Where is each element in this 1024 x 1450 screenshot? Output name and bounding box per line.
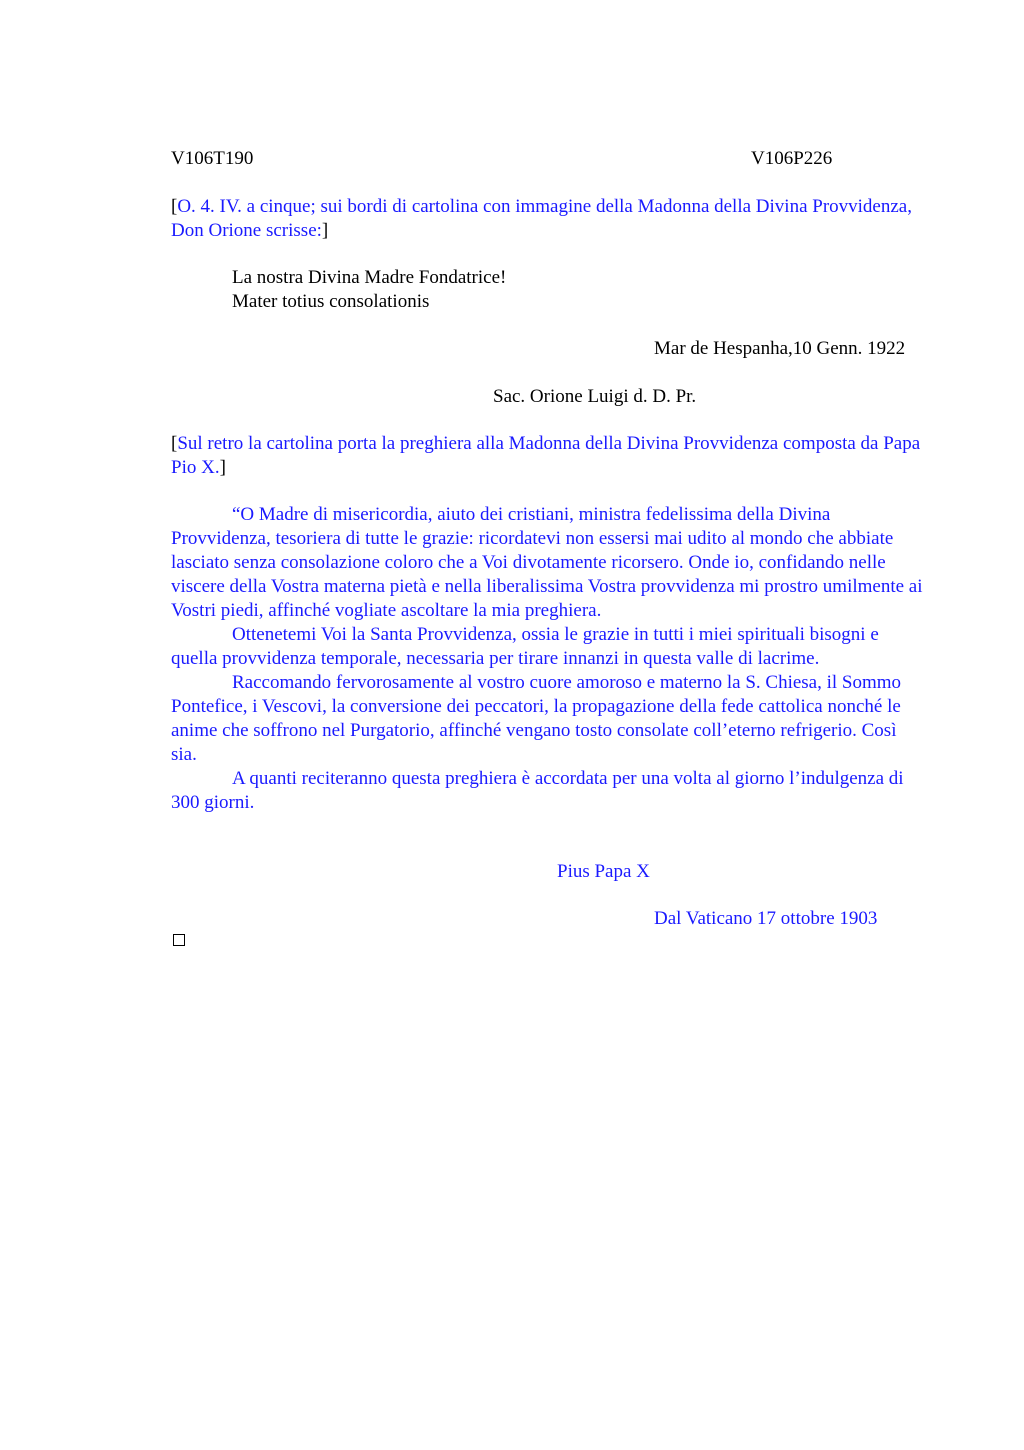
autograph-signature: Sac. Orione Luigi d. D. Pr. [493,386,697,407]
prayer-paragraph: Ottenetemi Voi la Santa Provvidenza, ossia le grazie in tutti i miei spirituali bisogni e quella provvidenza temporale, necessaria per tirare innanzi in questa valle di lacrime. [171,624,879,669]
prayer-signature: Pius Papa X [557,861,650,882]
autograph-line-1: La nostra Divina Madre Fondatrice! [232,267,507,288]
prayer-place-date: Dal Vaticano 17 ottobre 1903 [654,908,878,929]
checkbox-square-icon [173,934,185,946]
prayer-paragraph: A quanti reciteranno questa preghiera è accordata per una volta al giorno l’indulgenza di 300 giorni. [171,768,904,813]
header-left-code: V106T190 [171,148,254,169]
header-right-code: V106P226 [751,148,833,169]
prayer-paragraph: Raccomando fervorosamente al vostro cuore amoroso e materno la S. Chiesa, il Sommo Pontefice, i Vescovi, la conversione dei peccatori, la propagazione della fede cattolica nonché le anime che soffrono nel Purgatorio, affinché vengano tosto consolate coll’eterno refrigerio. Così sia. [171,672,902,765]
editorial-note-2 [171,432,931,480]
bracket-close: ] [219,457,226,478]
autograph-line-2: Mater totius consolationis [232,291,430,312]
bracket-close: ] [321,220,329,241]
autograph-place-date: Mar de Hespanha,10 Genn. 1922 [654,338,906,359]
editorial-note-1-text: O. 4. IV. a cinque; sui bordi di cartolina con immagine della Madonna della Divina Provvidenza, Don Orione scrisse: [171,196,912,241]
prayer-body [171,503,927,815]
prayer-paragraph: “O Madre di misericordia, aiuto dei cristiani, ministra fedelissima della Divina Provvidenza, tesoriera di tutte le grazie: ricordatevi non essersi mai udito al mondo che abbiate lasciato senza consolazione coloro che a Voi divotamente ricorsero. Onde io, confidando nelle viscere della Vostra materna pietà e nella liberalissima Vostra provvidenza mi prostro umilmente ai Vostri piedi, affinché vogliate ascoltare la mia preghiera. [171,504,923,621]
editorial-note-2-text: Sul retro la cartolina porta la preghiera alla Madonna della Divina Provvidenza composta da Papa Pio X. [171,433,921,478]
bracket-open: [ [171,196,178,217]
bracket-open: [ [171,433,178,454]
editorial-note-1 [171,195,931,243]
